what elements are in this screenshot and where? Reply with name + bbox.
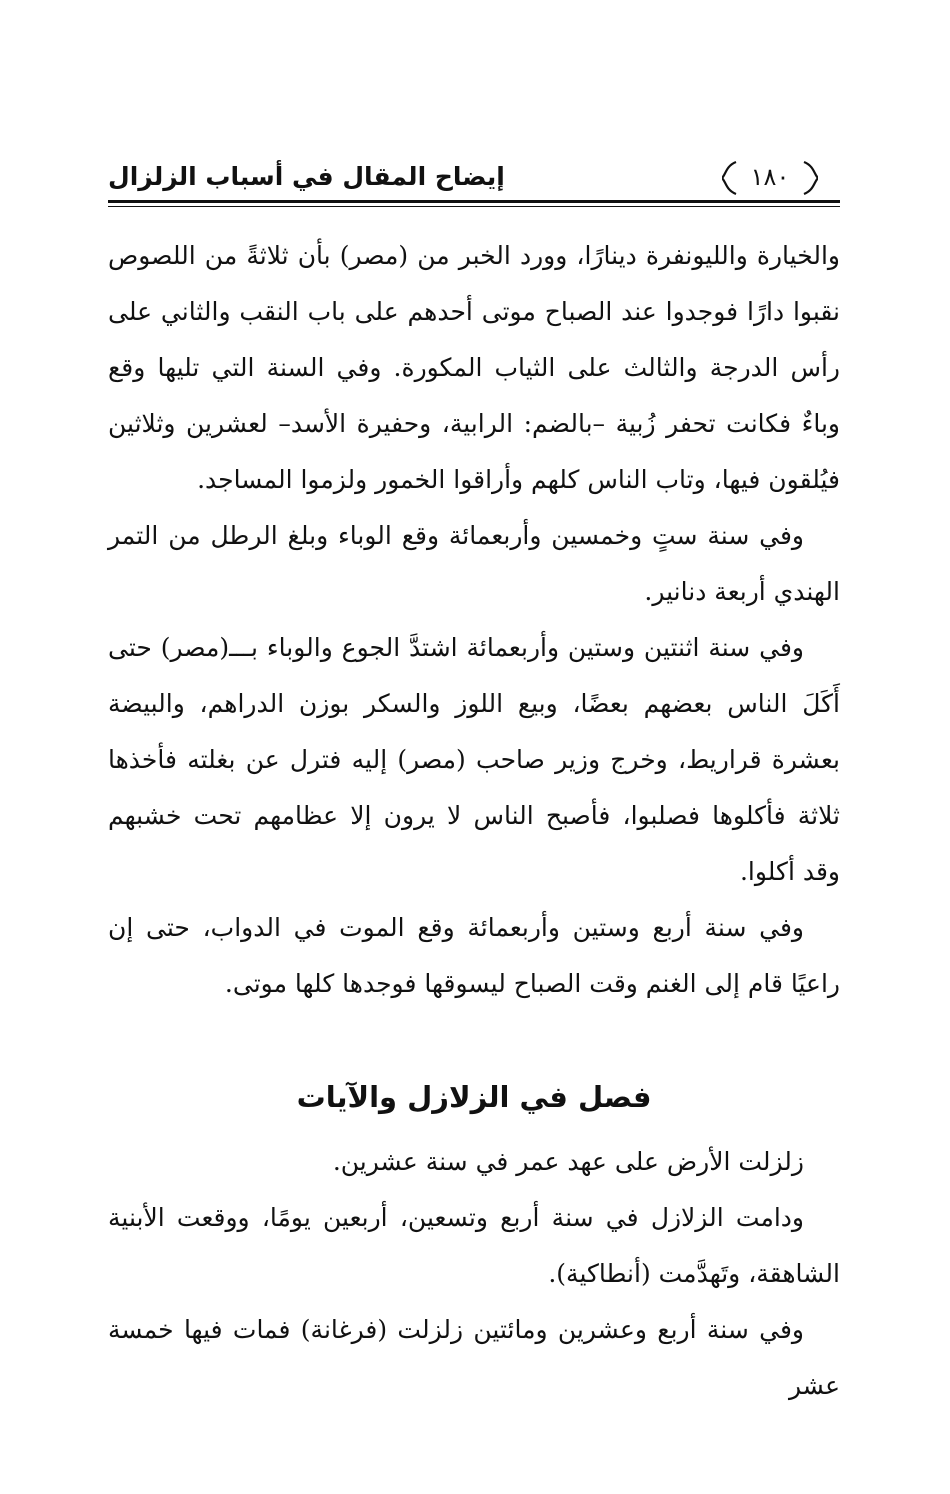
header-rule-thin [108, 206, 840, 207]
paragraph: وفي سنة أربع وعشرين ومائتين زلزلت (فرغانة) فمات فيها خمسة عشر [108, 1315, 840, 1400]
paragraph: وفي سنة ستٍ وخمسين وأربعمائة وقع الوباء وبلغ الرطل من التمر الهندي أربعة دنانير. [108, 521, 840, 606]
paragraph: وفي سنة أربع وستين وأربعمائة وقع الموت في الدواب، حتى إن راعيًا قام إلى الغنم وقت الصباح ليسوقها فوجدها كلها موتى. [108, 913, 840, 998]
running-title: إيضاح المقال في أسباب الزلزال [108, 162, 505, 191]
page-number-ornament [722, 160, 818, 196]
paragraph: والخيارة والليونفرة دينارًا، وورد الخبر من (مصر) بأن ثلاثةً من اللصوص نقبوا دارًا فوجدوا عند الصباح موتى أحدهم على باب النقب والثاني على رأس الدرجة والثالث على الثياب المكورة. وفي السنة التي تليها وقع وباءٌ فكانت تحفر زُبية –بالضم: الرابية، وحفيرة الأسد– لعشرين وثلاثين فيُلقون فيها، وتاب الناس كلهم وأراقوا الخمور ولزموا المساجد. [108, 241, 840, 494]
page-header [108, 160, 840, 210]
header-rule-thick [108, 200, 840, 203]
section-heading: فصل في الزلازل والآيات [296, 1080, 652, 1114]
page-number: ١٨٠ [750, 163, 790, 191]
section-body-text [108, 1134, 840, 1414]
body-text [108, 228, 840, 1012]
paragraph: زلزلت الأرض على عهد عمر في سنة عشرين. [332, 1147, 804, 1176]
paragraph: وفي سنة اثنتين وستين وأربعمائة اشتدَّ الجوع والوباء بـــ(مصر) حتى أَكَلَ الناس بعضهم بعضًا، وبيع اللوز والسكر بوزن الدراهم، والبيضة بعشرة قراريط، وخرج وزير صاحب (مصر) إليه فترل عن بغلته فأخذها ثلاثة فأكلوها فصلبوا، فأصبح الناس لا يرون إلا عظامهم تحت خشبهم وقد أكلوا. [108, 633, 840, 886]
paragraph: ودامت الزلازل في سنة أربع وتسعين، أربعين يومًا، ووقعت الأبنية الشاهقة، وتَهدَّمت (أنطاكية). [108, 1203, 840, 1288]
